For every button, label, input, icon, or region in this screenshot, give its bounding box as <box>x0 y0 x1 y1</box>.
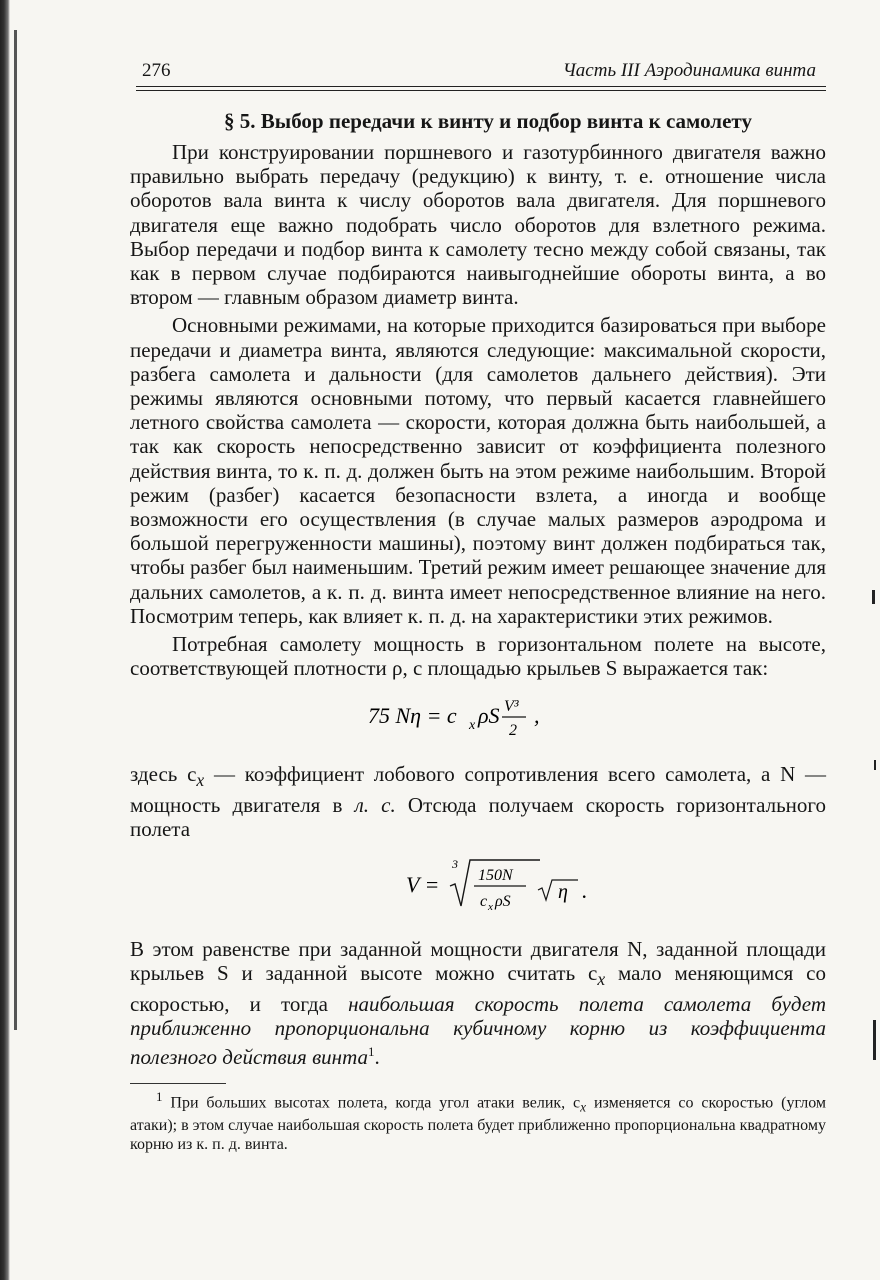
formula-velocity-root-index: 3 <box>452 857 458 872</box>
formula-velocity <box>130 841 826 931</box>
footnote-text-a: При больших высотах полета, когда угол атаки велик, c <box>162 1094 581 1112</box>
section-title: § 5. Выбор передачи к винту и подбор винта к самолету <box>224 109 752 133</box>
footnote <box>130 1088 826 1154</box>
formula-velocity-den-c: c <box>480 893 488 911</box>
p5-sub: x <box>597 969 606 990</box>
paragraph-3: Потребная самолету мощность в горизонтальном полете на высоте, соответствующей плотности ρ, с площадью крыльев S выражается так: <box>130 632 826 681</box>
formula-power-svg <box>328 687 628 747</box>
formula-velocity-svg <box>328 846 628 926</box>
paragraph-5 <box>130 937 826 1069</box>
page-header <box>130 60 826 86</box>
paragraph-2: Основными режимами, на которые приходится базироваться при выборе передачи и диаметра винта, являются следующие: максимальной скорости, разбега самолета и дальности (для самолетов дальнего действия). Эти режимы являются основными потому, что первый касается главнейшего летного свойства самолета — скорости, которая должна быть наибольшей, а так как скорость непосредственно зависит от коэффициента полезного действия винта, то к. п. д. должен быть на этом режиме наибольшим. Второй режим (разбег) касается безопасности взлета, а иногда и вообще возможности его осуществления (в случае малых размеров аэродрома и большой перегруженности машины), поэтому винт должен подбираться так, чтобы разбег был наименьшим. Третий режим имеет решающее значение для дальних самолетов, а к. п. д. винта имеет непосредственное влияние на него. Посмотрим теперь, как влияет к. п. д. на характеристики этих режимов. <box>130 313 826 628</box>
formula-power-denominator: 2 <box>509 722 517 740</box>
scan-mark-right-3 <box>873 1020 876 1060</box>
formula-power <box>130 680 826 754</box>
page-binding-shadow <box>14 30 17 1030</box>
footnote-mark: 1 <box>156 1089 163 1105</box>
header-rule-secondary <box>136 90 826 91</box>
formula-velocity-numerator: 150N <box>478 867 513 885</box>
p4-text-c: Отсюда получаем скорость горизонтального полета <box>130 792 826 842</box>
p4-text-b: — коэффициент лобового сопротивления всего самолета, а N — мощность двигателя в <box>130 762 827 817</box>
p4-text-a: здесь c <box>130 762 197 787</box>
formula-velocity-lhs: V = <box>406 872 440 898</box>
p4-unit: л. с. <box>354 792 396 817</box>
footnote-text-b: изменяется со скоростью (углом атаки); в этом случае наибольшая скорость полета будет приближенно пропорциональна квадратному корню из к. п. д. винта. <box>130 1094 827 1153</box>
footnote-divider <box>130 1083 226 1084</box>
p5-end: . <box>374 1045 380 1070</box>
p5-text-a: В этом равенстве при заданной мощности двигателя N, заданной площади крыльев S и заданной высоте можно считать c <box>130 937 826 986</box>
formula-velocity-period: . <box>582 878 588 904</box>
header-rule <box>136 86 826 87</box>
running-title: Часть III Аэродинамика винта <box>562 60 816 81</box>
p5-italic-statement: наибольшая скорость полета самолета будет приближенно пропорциональна кубичному корню из коэффициента полезного действия винта <box>130 991 826 1070</box>
paragraph-1: При конструировании поршневого и газотурбинного двигателя важно правильно выбрать передачу (редукцию) к винту, т. е. отношение числа оборотов вала винта к числу оборотов вала двигателя. Для поршневого двигателя еще важно подобрать число оборотов для взлетного режима. Выбор передачи и подбор винта к самолету тесно между собой связаны, так как в первом случае подбираются наивыгоднейшие обороты винта, а во втором — главным образом диаметр винта. <box>130 140 826 310</box>
formula-velocity-eta: η <box>558 881 568 904</box>
formula-power-lhs: 75 Nη = c <box>368 703 457 729</box>
p4-sub: x <box>196 770 205 791</box>
formula-velocity-den-sub: x <box>488 901 493 914</box>
page-binding-edge <box>0 0 10 1280</box>
formula-power-numerator: V³ <box>504 698 519 716</box>
formula-power-comma: , <box>534 703 540 729</box>
formula-power-mid: ρS <box>478 703 500 729</box>
footnote-sub: x <box>580 1099 587 1115</box>
paragraph-4 <box>130 762 826 841</box>
scan-mark-right-2 <box>874 760 876 770</box>
footnote-reference: 1 <box>368 1044 375 1060</box>
p5-text-b: мало меняющимся со скоростью, и тогда <box>130 961 826 1016</box>
formula-velocity-den-rest: ρS <box>495 893 511 911</box>
book-page <box>130 60 826 1154</box>
page-number: 276 <box>142 60 171 81</box>
scan-mark-right-1 <box>872 590 875 604</box>
formula-power-sub: x <box>469 718 476 734</box>
